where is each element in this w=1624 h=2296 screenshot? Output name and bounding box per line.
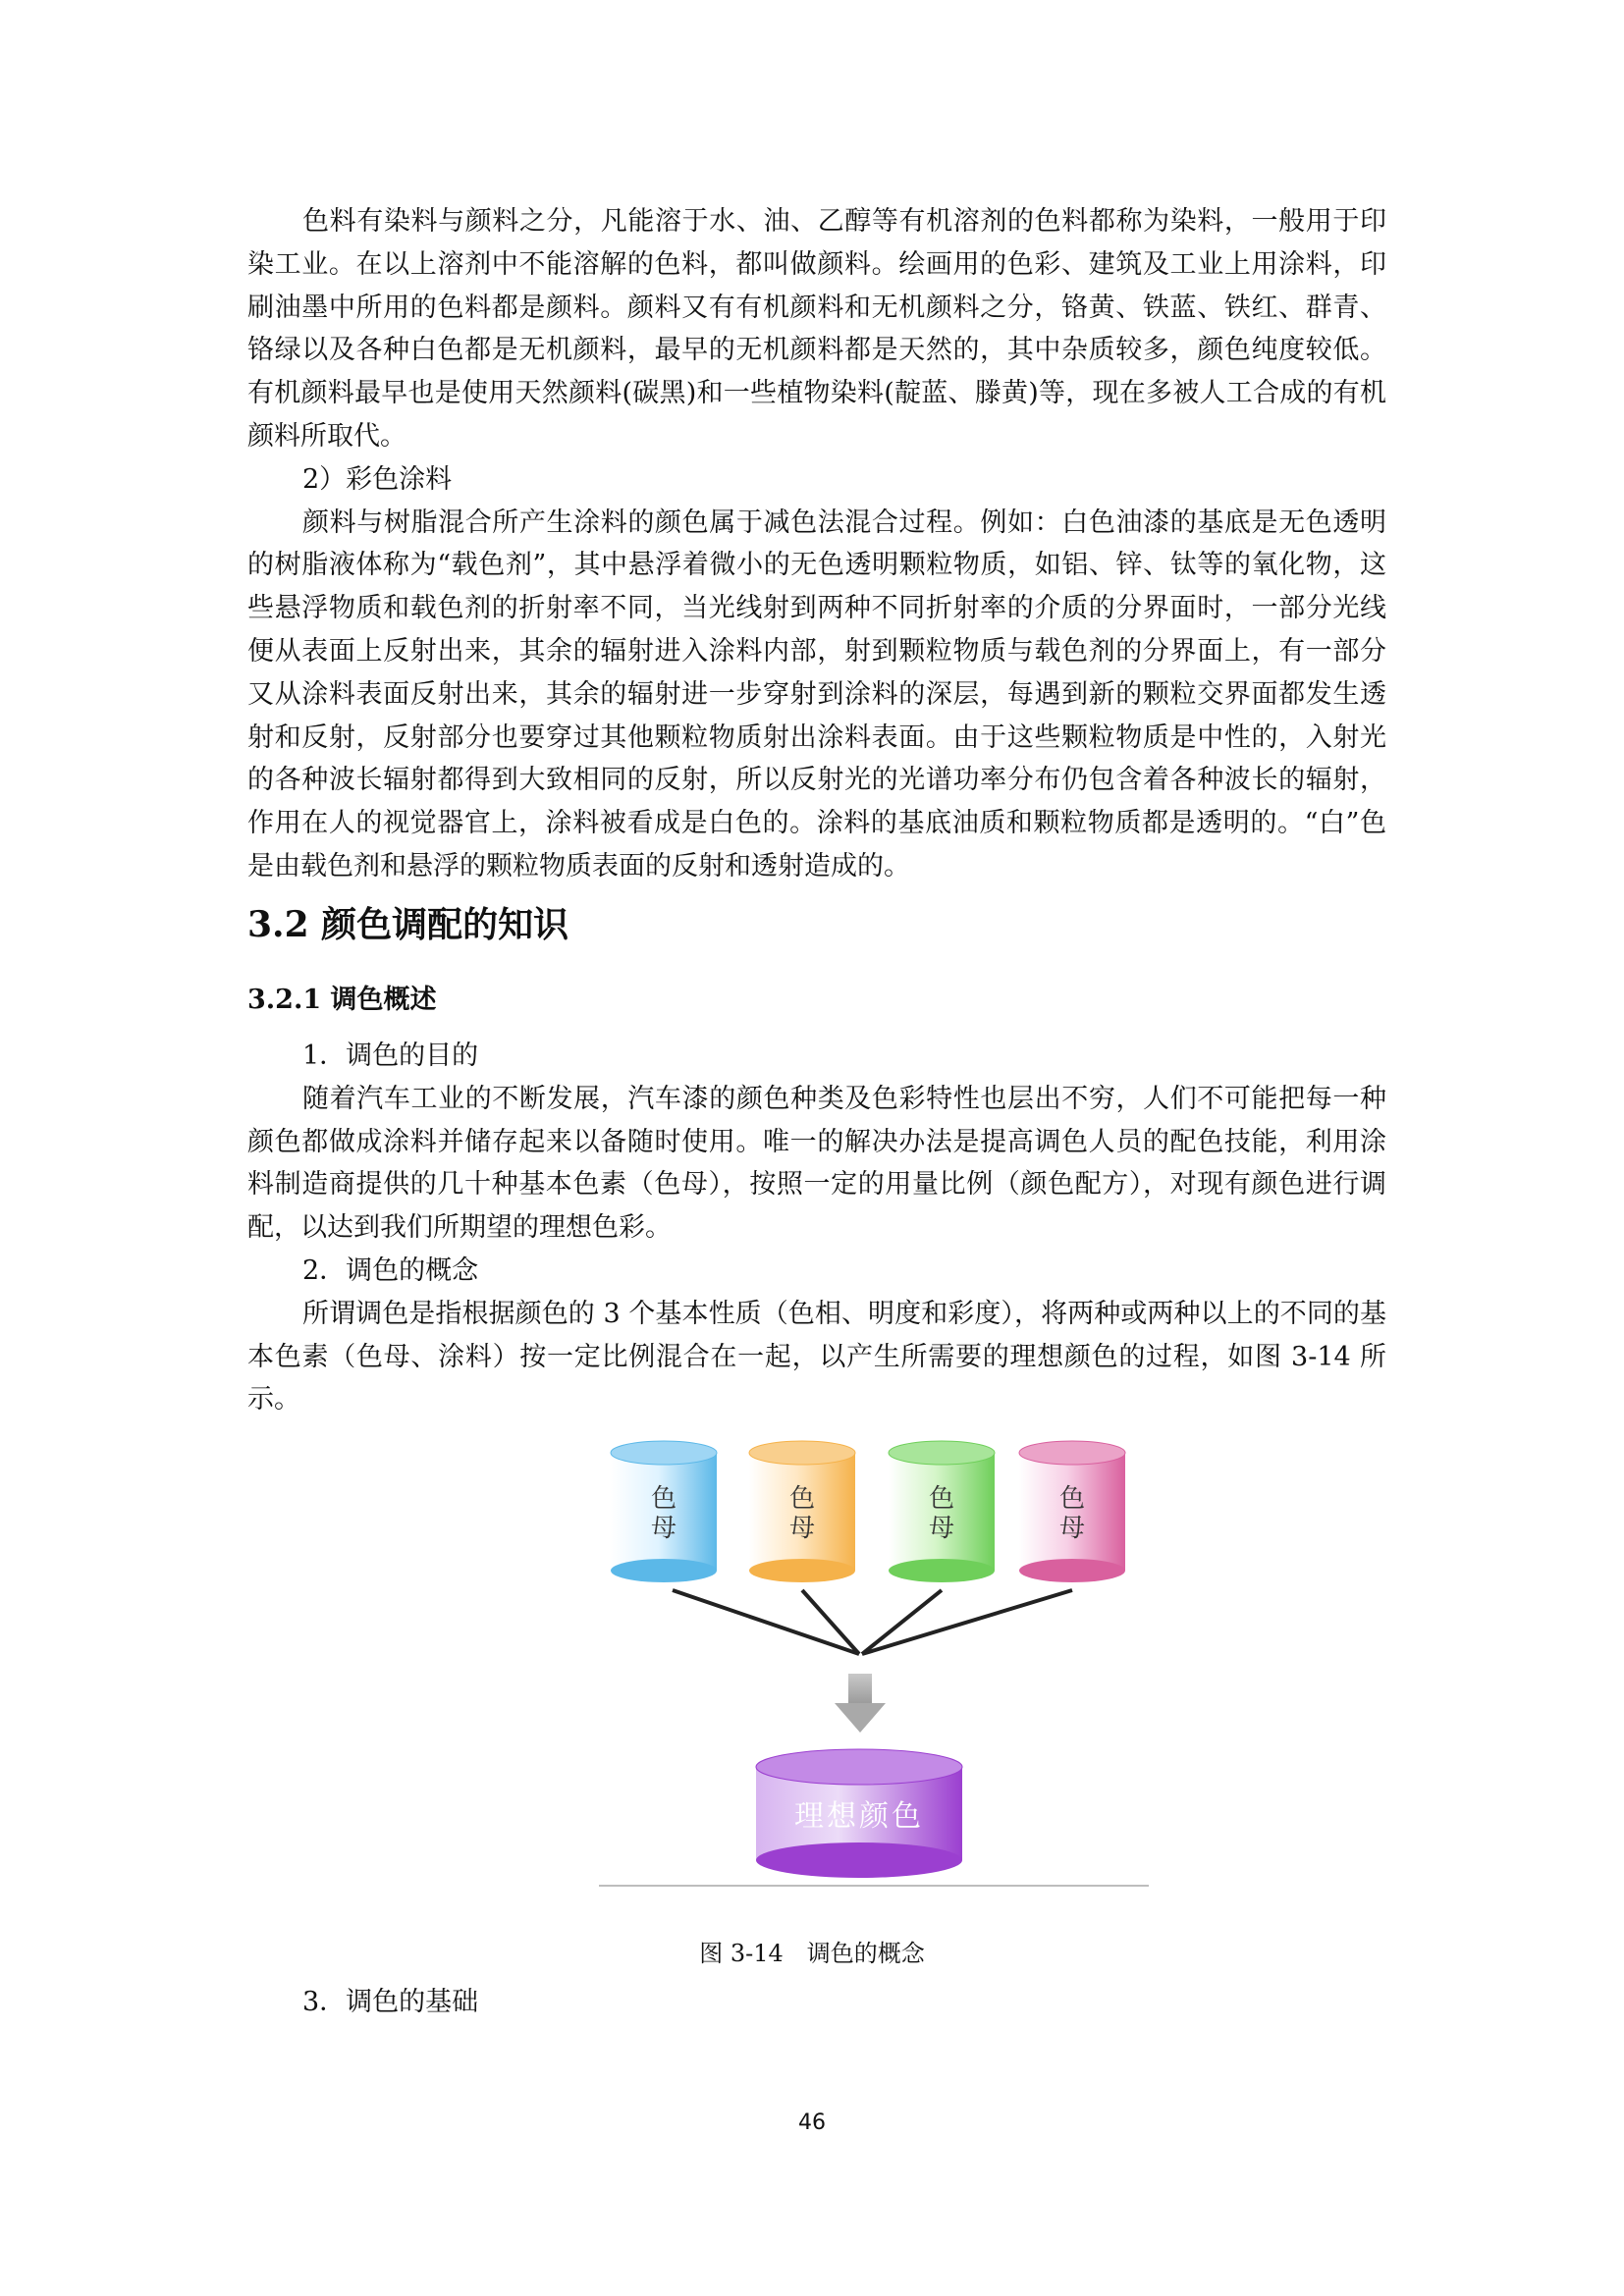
figure-caption: 图 3-14 调色的概念 <box>699 1940 925 1967</box>
cylinder-2-label-top: 色 <box>788 1484 816 1514</box>
diagram-svg <box>589 1428 1159 1890</box>
page-number: 46 <box>798 2110 826 2135</box>
pigment-cylinder-3 <box>889 1441 995 1582</box>
item-purpose: 1．调色的目的 <box>302 1041 479 1071</box>
cylinder-4-label-bottom: 母 <box>1058 1514 1086 1543</box>
result-cylinder <box>756 1749 962 1878</box>
connector-lines <box>673 1590 1072 1654</box>
body-text-top <box>247 200 1386 888</box>
pigment-cylinder-2 <box>749 1441 855 1582</box>
item-basis: 3．调色的基础 <box>302 1987 479 2017</box>
cylinder-3-label-bottom: 母 <box>928 1514 955 1543</box>
cylinder-1-label-bottom: 母 <box>650 1514 677 1543</box>
item-colored-coatings: 2）彩色涂料 <box>302 463 453 495</box>
body-text-bottom <box>247 1981 1386 2024</box>
cylinder-3-label-top: 色 <box>928 1484 955 1514</box>
subsection-heading: 3.2.1 调色概述 <box>247 985 437 1015</box>
cylinder-4-label-top: 色 <box>1058 1484 1086 1514</box>
body-text-mid <box>247 1035 1386 1421</box>
cylinder-1-label-top: 色 <box>650 1484 677 1514</box>
cylinder-2-label-bottom: 母 <box>788 1514 816 1543</box>
item-concept: 2．调色的概念 <box>302 1255 479 1286</box>
section-heading: 3.2 颜色调配的知识 <box>247 904 569 945</box>
result-label: 理想颜色 <box>794 1799 924 1834</box>
paragraph-colorants: 色料有染料与颜料之分，凡能溶于水、油、乙醇等有机溶剂的色料都称为染料，一般用于印染工业。在以上溶剂中不能溶解的色料，都叫做颜料。绘画用的色彩、建筑及工业上用涂料，印刷油墨中所用的色料都是颜料。颜料又有有机颜料和无机颜料之分，铬黄、铁蓝、铁红、群青、铬绿以及各种白色都是无机颜料，最早的无机颜料都是天然的，其中杂质较多，颜色纯度较低。有机颜料最早也是使用天然颜料(碳黑)和一些植物染料(靛蓝、滕黄)等，现在多被人工合成的有机颜料所取代。 <box>247 206 1386 452</box>
pigment-cylinder-1 <box>611 1441 717 1582</box>
paragraph-purpose: 随着汽车工业的不断发展，汽车漆的颜色种类及色彩特性也层出不穷，人们不可能把每一种颜色都做成涂料并储存起来以备随时使用。唯一的解决办法是提高调色人员的配色技能，利用涂料制造商提供的几十种基本色素（色母），按照一定的用量比例（颜色配方），对现有颜色进行调配，以达到我们所期望的理想色彩。 <box>247 1083 1386 1244</box>
paragraph-concept: 所谓调色是指根据颜色的 3 个基本性质（色相、明度和彩度），将两种或两种以上的不同的基本色素（色母、涂料）按一定比例混合在一起，以产生所需要的理想颜色的过程，如图 3-14 所示。 <box>247 1298 1386 1415</box>
paragraph-coatings: 颜料与树脂混合所产生涂料的颜色属于减色法混合过程。例如：白色油漆的基底是无色透明的树脂液体称为“载色剂”，其中悬浮着微小的无色透明颗粒物质，如铝、锌、钛等的氧化物，这些悬浮物质和载色剂的折射率不同，当光线射到两种不同折射率的介质的分界面时，一部分光线便从表面上反射出来，其余的辐射进入涂料内部，射到颗粒物质与载色剂的分界面上，有一部分又从涂料表面反射出来，其余的辐射进一步穿射到涂料的深层，每遇到新的颗粒交界面都发生透射和反射，反射部分也要穿过其他颗粒物质射出涂料表面。由于这些颗粒物质是中性的，入射光的各种波长辐射都得到大致相同的反射，所以反射光的光谱功率分布仍包含着各种波长的辐射，作用在人的视觉器官上，涂料被看成是白色的。涂料的基底油质和颗粒物质都是透明的。“白”色是由载色剂和悬浮的颗粒物质表面的反射和透射造成的。 <box>247 507 1386 881</box>
pigment-cylinder-4 <box>1019 1441 1125 1582</box>
down-arrow-icon <box>835 1674 886 1733</box>
figure-color-mixing-diagram <box>589 1428 1159 1890</box>
